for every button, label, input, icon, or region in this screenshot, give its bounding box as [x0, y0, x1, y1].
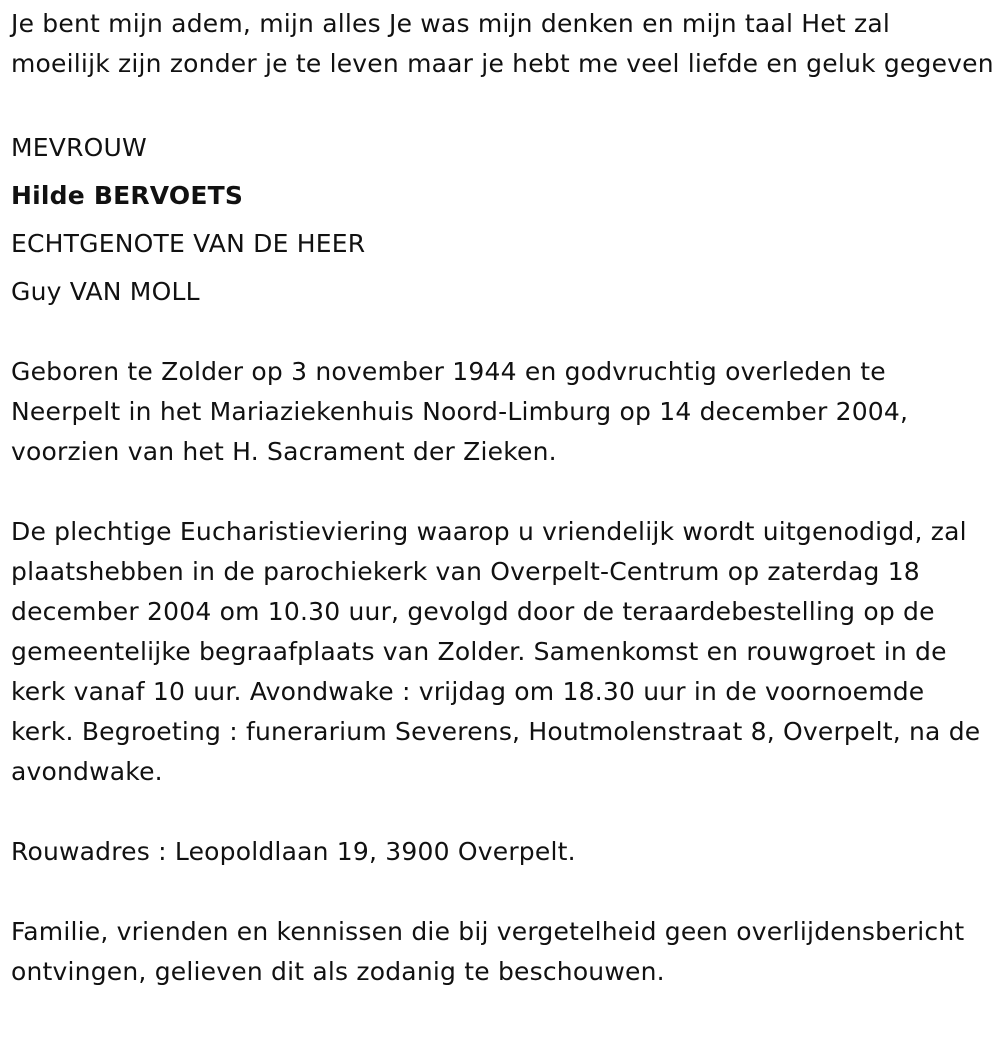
spacer: [11, 84, 995, 124]
deceased-name: Hilde BERVOETS: [11, 181, 244, 210]
relation-text: ECHTGENOTE VAN DE HEER: [11, 229, 366, 258]
spacer: [11, 472, 995, 512]
spouse-name: Guy VAN MOLL: [11, 277, 200, 306]
obituary-document: [11, 4, 995, 992]
notice-paragraph: Familie, vrienden en kennissen die bij vergetelheid geen overlijdensbericht ontvingen, gelieven dit als zodanig te beschouwen.: [11, 917, 965, 986]
poem-text: Je bent mijn adem, mijn alles Je was mijn denken en mijn taal Het zal moeilijk zijn zonder je te leven maar je hebt me veel liefde en geluk gegeven: [11, 9, 994, 78]
address-paragraph: Rouwadres : Leopoldlaan 19, 3900 Overpelt.: [11, 837, 576, 866]
spacer: [11, 316, 995, 352]
title-text: MEVROUW: [11, 133, 147, 162]
birth-death-paragraph: Geboren te Zolder op 3 november 1944 en godvruchtig overleden te Neerpelt in het Mariaziekenhuis Noord-Limburg op 14 december 2004, voorzien van het H. Sacrament der Zieken.: [11, 357, 909, 466]
spacer: [11, 792, 995, 832]
spacer: [11, 872, 995, 912]
funeral-paragraph: De plechtige Eucharistieviering waarop u vriendelijk wordt uitgenodigd, zal plaatshebben in de parochiekerk van Overpelt-Centrum op zaterdag 18 december 2004 om 10.30 uur, gevolgd door de teraardebestelling op de gemeentelijke begraafplaats van Zolder. Samenkomst en rouwgroet in de kerk vanaf 10 uur. Avondwake : vrijdag om 18.30 uur in de voornoemde kerk. Begroeting : funerarium Severens, Houtmolenstraat 8, Overpelt, na de avondwake.: [11, 517, 981, 786]
